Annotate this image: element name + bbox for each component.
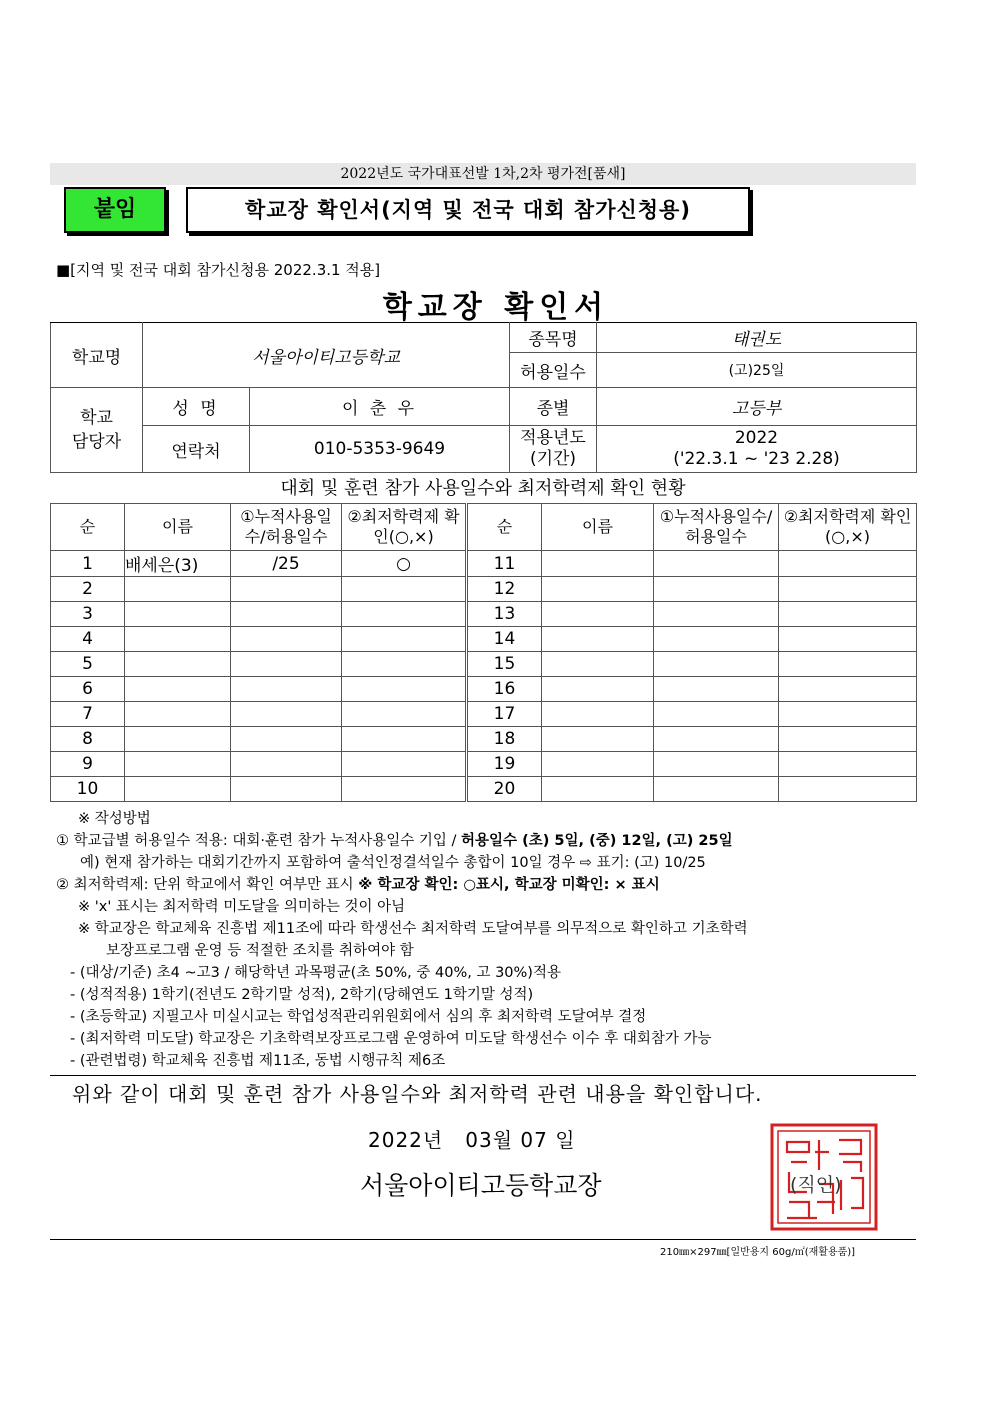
used-days [231,652,342,677]
event-title-bar: 2022년도 국가대표선발 1차,2차 평가전[품새] [50,163,916,185]
table-row [51,702,917,727]
row-number: 9 [51,752,125,777]
min-academic-check [342,577,467,602]
min-academic-check-right [779,627,917,652]
allowed-days-value: (고)25일 [597,353,917,388]
min-academic-check [342,627,467,652]
applicable-year: 2022 [734,428,779,448]
note-min-academic-bold: ※ 학교장 확인: ○표시, 학교장 미확인: × 표시 [358,877,660,893]
player-name [125,677,231,702]
applicable-year-label-line1: 적용년도 [520,428,586,448]
school-name-value: 서울아이티고등학교 [143,323,510,388]
used-days-right [654,551,779,577]
row-number-right: 17 [467,702,542,727]
used-days-right [654,577,779,602]
used-days [231,602,342,627]
player-name-right [542,702,654,727]
used-days-right [654,752,779,777]
used-days [231,702,342,727]
row-number: 7 [51,702,125,727]
row-number: 4 [51,627,125,652]
row-number: 10 [51,777,125,802]
footer-divider [50,1239,916,1240]
usage-table [50,503,917,802]
phone-value: 010-5353-9649 [250,426,510,473]
row-number: 8 [51,727,125,752]
note-x-mark: ※ 'x' 표시는 최저학력 미도달을 의미하는 것이 아님 [78,899,406,915]
player-name-right [542,551,654,577]
note-min-academic [56,874,926,896]
row-number: 1 [51,551,125,577]
table-row [51,752,917,777]
min-academic-check [342,652,467,677]
note-allowed-days-bold: 허용일수 (초) 5일, (중) 12일, (고) 25일 [461,833,733,849]
used-days-right [654,652,779,677]
note-example: 예) 현재 참가하는 대회기간까지 포함하여 출석인정결석일수 총합이 10일 경우 ⇨ 표기: (고) 10/25 [80,855,706,871]
detail-elementary: - (초등학교) 지필고사 미실시교는 학업성적관리위원회에서 심의 후 최저학력 도달여부 결정 [70,1009,647,1025]
principal-name: 서울아이티고등학교장 [360,1171,602,1200]
min-academic-check [342,777,467,802]
col-no-right: 순 [467,504,542,551]
min-academic-check-right [779,652,917,677]
page-title: 학교장 확인서 [382,290,610,325]
min-academic-check [342,677,467,702]
used-days-right [654,777,779,802]
table-row [51,727,917,752]
row-number-right: 12 [467,577,542,602]
detail-grades: - (성적적용) 1학기(전년도 2학기말 성적), 2학기(당해연도 1학기말 성적) [70,987,534,1003]
applicable-year-label-line2: (기간) [529,449,577,469]
used-days [231,577,342,602]
usage-section-title: 대회 및 훈련 참가 사용일수와 최저학력제 확인 현황 [280,478,686,499]
min-academic-check-right [779,677,917,702]
application-note: ■[지역 및 전국 대회 참가신청용 2022.3.1 적용] [56,261,381,279]
table-row [51,652,917,677]
min-academic-check-right [779,602,917,627]
col-days-right: ①누적사용일수/허용일수 [654,504,779,551]
detail-target: - (대상/기준) 초4 ~고3 / 해당학년 과목평균(초 50%, 중 40%, 고 30%)적용 [70,965,561,981]
player-name [125,652,231,677]
row-number-right: 18 [467,727,542,752]
table-row [51,777,917,802]
row-number-right: 16 [467,677,542,702]
player-name [125,727,231,752]
player-name [125,752,231,777]
note-principal-duty: ※ 학교장은 학교체육 진흥법 제11조에 따라 학생선수 최저학력 도달여부를 의무적으로 확인하고 기초학력 [78,921,748,937]
document-title: 학교장 확인서(지역 및 전국 대회 참가신청용) [186,187,750,233]
min-academic-check [342,752,467,777]
col-name-left: 이름 [125,504,231,551]
note-principal-duty-cont: 보장프로그램 운영 등 적절한 조치를 취하여야 함 [106,943,414,959]
school-name-label: 학교명 [51,323,143,388]
confirmation-statement: 위와 같이 대회 및 훈련 참가 사용일수와 최저학력 관련 내용을 확인합니다. [72,1082,763,1106]
used-days-right [654,702,779,727]
closing-divider [50,1075,916,1076]
used-days [231,677,342,702]
table-row [51,677,917,702]
attachment-badge: 붙임 [64,187,166,233]
row-number-right: 15 [467,652,542,677]
table-row [51,577,917,602]
min-academic-check: ○ [342,551,467,577]
row-number: 5 [51,652,125,677]
school-info-table [50,322,917,473]
player-name-right [542,627,654,652]
applicable-year-value [597,426,917,473]
table-row [51,627,917,652]
name-value: 이 춘 우 [250,388,510,426]
min-academic-check-right [779,752,917,777]
player-name-right [542,777,654,802]
used-days: /25 [231,551,342,577]
col-days-left: ①누적사용일수/허용일수 [231,504,342,551]
min-academic-check-right [779,702,917,727]
col-name-right: 이름 [542,504,654,551]
min-academic-check [342,727,467,752]
player-name-right [542,602,654,627]
player-name-right [542,652,654,677]
seal-label: (직인) [790,1174,842,1196]
confirmation-date: 2022년 03월 07 일 [368,1128,576,1152]
applicable-year-label [510,426,597,473]
note-allowed-days [56,830,926,852]
detail-law: - (관련법령) 학교체육 진흥법 제11조, 동법 시행규칙 제6조 [70,1053,446,1069]
min-academic-check [342,702,467,727]
sport-value: 태권도 [597,323,917,353]
player-name-right [542,752,654,777]
table-row [51,602,917,627]
phone-label: 연락처 [143,426,250,473]
player-name [125,627,231,652]
contact-person-label-line1: 학교 [80,408,113,428]
player-name [125,602,231,627]
min-academic-check-right [779,577,917,602]
min-academic-check-right [779,727,917,752]
min-academic-check [342,602,467,627]
player-name [125,577,231,602]
note-allowed-days-text: ① 학교급별 허용일수 적용: 대회·훈련 참가 누적사용일수 기입 / [56,833,462,849]
contact-person-label [51,388,143,473]
allowed-days-label: 허용일수 [510,353,597,388]
player-name [125,777,231,802]
used-days-right [654,677,779,702]
used-days [231,777,342,802]
contact-person-label-line2: 담당자 [71,432,122,452]
col-check-left: ②최저학력제 확인(○,×) [342,504,467,551]
note-min-academic-text: ② 최저학력제: 단위 학교에서 확인 여부만 표시 [56,877,359,893]
writing-instructions [56,808,926,1072]
col-no-left: 순 [51,504,125,551]
player-name [125,702,231,727]
used-days [231,627,342,652]
row-number-right: 11 [467,551,542,577]
used-days-right [654,627,779,652]
notes-heading: ※ 작성방법 [78,811,151,827]
division-value: 고등부 [597,388,917,426]
row-number: 2 [51,577,125,602]
used-days-right [654,727,779,752]
used-days-right [654,602,779,627]
col-check-right: ②최저학력제 확인(○,×) [779,504,917,551]
row-number-right: 19 [467,752,542,777]
name-label: 성 명 [143,388,250,426]
player-name: 배세은(3) [125,551,231,577]
row-number-right: 13 [467,602,542,627]
player-name-right [542,677,654,702]
min-academic-check-right [779,777,917,802]
min-academic-check-right [779,551,917,577]
paper-spec: 210㎜×297㎜[일반용지 60g/㎡(재활용품)] [660,1247,856,1258]
division-label: 종별 [510,388,597,426]
player-name-right [542,577,654,602]
row-number-right: 20 [467,777,542,802]
used-days [231,727,342,752]
player-name-right [542,727,654,752]
row-number: 3 [51,602,125,627]
sport-label: 종목명 [510,323,597,353]
table-row [51,551,917,577]
used-days [231,752,342,777]
detail-below-min: - (최저학력 미도달) 학교장은 기초학력보장프로그램 운영하여 미도달 학생선수 이수 후 대회참가 가능 [70,1031,712,1047]
row-number-right: 14 [467,627,542,652]
applicable-period: ('22.3.1 ~ '23 2.28) [673,449,840,469]
row-number: 6 [51,677,125,702]
